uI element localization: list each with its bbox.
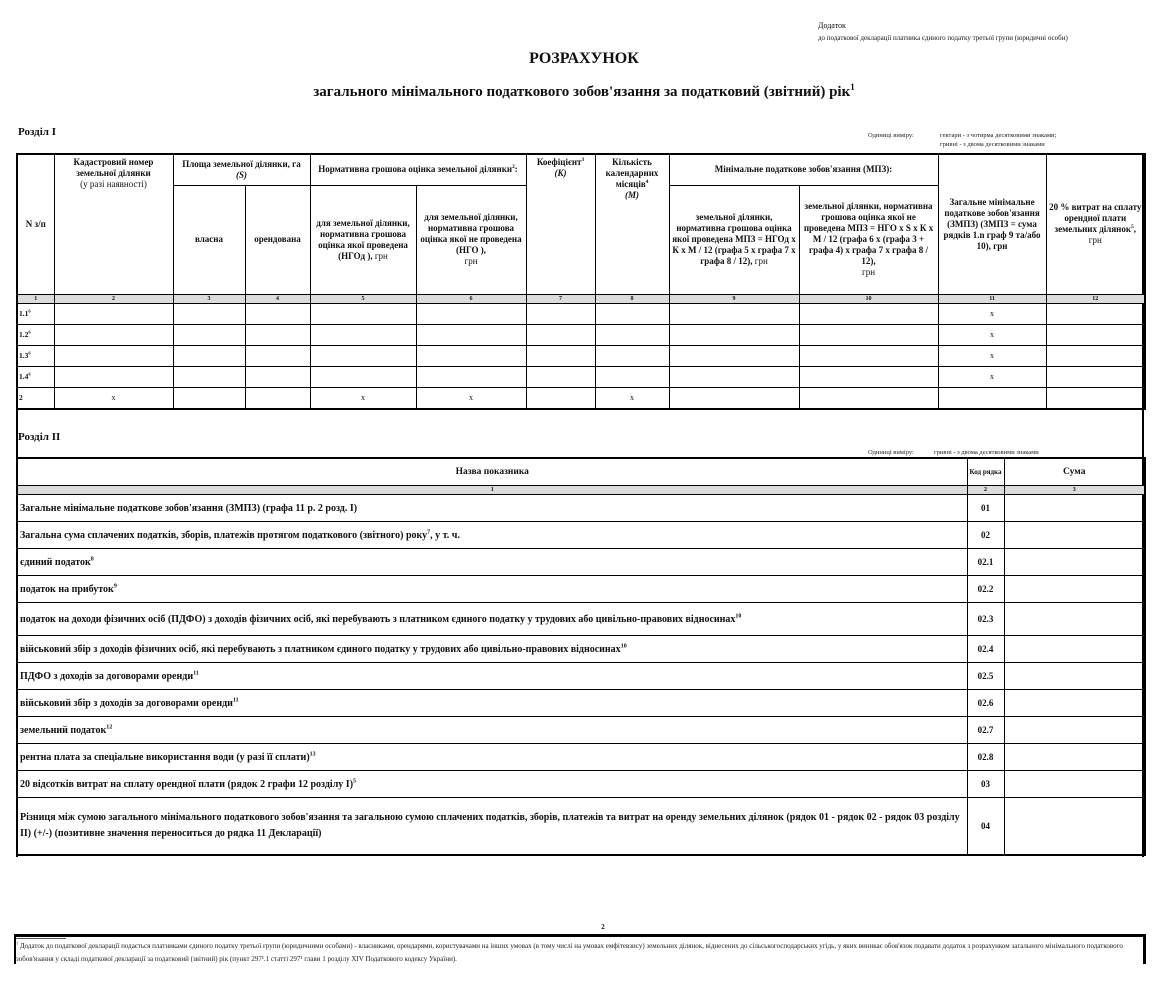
row-number-text: 1.4: [19, 372, 29, 381]
indicator-text: військовий збір з доходів фізичних осіб, які перебувають з платником єдиного податку у трудових або цивільно-правових відносинах: [20, 643, 621, 655]
sum-cell[interactable]: [1004, 717, 1145, 744]
footnote-ref: 3: [581, 157, 585, 163]
units-hryvnia: гривні - з двома десятковими знаками: [940, 141, 1045, 148]
rent-20pct-cell[interactable]: [1046, 366, 1145, 387]
row-number: [17, 345, 54, 366]
units-hryvnia: гривні - з двома десятковими знаками: [934, 449, 1039, 456]
mpz-assessed-cell[interactable]: [669, 366, 799, 387]
table-row: [17, 663, 1145, 690]
footnote-ref: 4: [645, 179, 649, 185]
row-code: 02.4: [967, 636, 1004, 663]
coefficient-cell[interactable]: [526, 345, 595, 366]
header-text: N з/п: [25, 218, 46, 229]
header-unit: грн: [754, 256, 768, 266]
months-cell[interactable]: [595, 324, 669, 345]
sum-cell[interactable]: [1004, 549, 1145, 576]
row-code: 02.6: [967, 690, 1004, 717]
header-text: Площа земельної ділянки, га: [182, 158, 301, 169]
indicator-name: [17, 690, 967, 717]
rent-20pct-cell[interactable]: [1046, 324, 1145, 345]
indicator-text: ПДФО з доходів за договорами оренди: [20, 670, 194, 682]
footnote-ref: 10: [735, 613, 742, 620]
area-owned-cell[interactable]: [173, 366, 245, 387]
footnote-divider: [16, 938, 66, 939]
row-code: 02: [967, 522, 1004, 549]
units-label: Одиниці виміру:: [868, 132, 914, 139]
table-row: [17, 576, 1145, 603]
total-zmpz-cell[interactable]: [938, 387, 1046, 409]
addendum-subtitle: до податкової декларації платника єдиного податку третьої групи (юридичні особи): [818, 34, 1068, 42]
row-number-text: 1.3: [19, 351, 29, 360]
header-unit: грн: [1088, 235, 1102, 246]
section-1-table: [16, 153, 1146, 410]
footnote-ref: 6: [28, 308, 31, 314]
header-symbol: (М): [625, 190, 640, 200]
mpz-assessed-cell[interactable]: [669, 303, 799, 324]
table-row: [17, 549, 1145, 576]
sum-cell[interactable]: [1004, 690, 1145, 717]
ngo-not-assessed-cell[interactable]: [416, 303, 526, 324]
table-row: [17, 345, 1145, 366]
header-text: Нормативна грошова оцінка земельної ділянки: [318, 164, 513, 175]
table-row: [17, 798, 1145, 856]
footnote-ref: 1: [850, 82, 855, 92]
total-zmpz-cell: x: [938, 345, 1046, 366]
header-total-zmpz: [938, 154, 1046, 294]
row-code: 02.1: [967, 549, 1004, 576]
row-number-text: 1.2: [19, 330, 29, 339]
row-code: 01: [967, 495, 1004, 522]
column-number: 9: [669, 294, 799, 303]
ngo-not-assessed-cell[interactable]: [416, 345, 526, 366]
subtitle-text: загального мінімального податкового зобов'язання за податковий (звітний) рік: [313, 84, 851, 100]
header-sum: Сума: [1004, 458, 1145, 486]
header-unit: грн: [374, 250, 388, 261]
coefficient-cell[interactable]: [526, 324, 595, 345]
footnote-ref: 2: [512, 164, 515, 171]
row-number: [17, 324, 54, 345]
rent-20pct-cell[interactable]: [1046, 387, 1145, 409]
cadastral-number-cell[interactable]: [54, 324, 173, 345]
column-number: 2: [967, 486, 1004, 495]
header-text: орендована: [254, 234, 301, 244]
area-owned-cell[interactable]: [173, 387, 245, 409]
footnote-ref: 6: [28, 350, 31, 356]
indicator-text: податок на прибуток: [20, 583, 114, 595]
row-code: 02.2: [967, 576, 1004, 603]
column-number: 2: [54, 294, 173, 303]
months-cell[interactable]: [595, 345, 669, 366]
coefficient-cell[interactable]: [526, 366, 595, 387]
cadastral-number-cell[interactable]: [54, 366, 173, 387]
row-code: 02.8: [967, 744, 1004, 771]
table-row: [17, 324, 1145, 345]
indicator-text: єдиний податок: [20, 556, 91, 568]
indicator-name: [17, 798, 967, 856]
footnote-ref: 6: [28, 329, 31, 335]
header-text: для земельної ділянки, нормативна грошова оцінка якої не проведена (НГО ),: [420, 212, 522, 255]
header-mpz-group: [669, 154, 938, 185]
indicator-text: податок на доходи фізичних осіб (ПДФО) з доходів фізичних осіб, які перебувають з платником єдиного податку у трудових або цивільно-правових відносинах: [20, 613, 736, 625]
coefficient-cell[interactable]: [526, 303, 595, 324]
footnote-ref: 11: [232, 697, 239, 704]
ngo-assessed-cell: x: [310, 387, 416, 409]
indicator-name: [17, 744, 967, 771]
header-unit: грн: [862, 267, 876, 277]
header-note: (у разі наявності): [80, 179, 147, 189]
header-text: власна: [195, 234, 223, 244]
table-row: [17, 522, 1145, 549]
section-1-label: Розділ І: [18, 126, 56, 138]
ngo-assessed-cell[interactable]: [310, 366, 416, 387]
units-hectares: гектари - з чотирма десятковими знаками;: [940, 132, 1057, 139]
footnote-ref: 8: [90, 556, 94, 563]
header-indicator-name: Назва показника: [17, 458, 967, 486]
months-cell: x: [595, 387, 669, 409]
column-number: 6: [416, 294, 526, 303]
area-leased-cell[interactable]: [245, 324, 310, 345]
column-number: 1: [17, 486, 967, 495]
header-text: земельної ділянки, нормативна грошова оцінка якої проведена МПЗ = НГОд x К x М / 12 (графа 5 x графа 7 x графа 8 / 12),: [672, 212, 796, 266]
mpz-not-assessed-cell[interactable]: [799, 387, 938, 409]
column-number: 7: [526, 294, 595, 303]
sum-cell[interactable]: [1004, 636, 1145, 663]
table-row: [17, 603, 1145, 636]
section-2-label: Розділ ІІ: [18, 431, 61, 443]
page-number: 2: [601, 923, 605, 931]
column-number-row: [17, 486, 1145, 495]
table-row: [17, 771, 1145, 798]
column-number: 4: [245, 294, 310, 303]
sum-cell[interactable]: [1004, 798, 1145, 856]
row-number-text: 1.1: [19, 309, 29, 318]
area-owned-cell[interactable]: [173, 324, 245, 345]
footnote-ref: 5: [353, 778, 357, 785]
header-owned: [173, 185, 245, 294]
header-months: [595, 154, 669, 294]
indicator-name: [17, 576, 967, 603]
column-number: 3: [1004, 486, 1145, 495]
sum-cell[interactable]: [1004, 771, 1145, 798]
sum-cell[interactable]: [1004, 603, 1145, 636]
footnote-ref: 11: [193, 670, 199, 677]
ngo-not-assessed-cell[interactable]: [416, 366, 526, 387]
section-2-table: [16, 457, 1146, 856]
document-title: РОЗРАХУНОК: [529, 50, 639, 67]
indicator-text: Загальне мінімальне податкове зобов'язання (ЗМПЗ) (графа 11 р. 2 розд. І): [20, 502, 358, 514]
area-owned-cell[interactable]: [173, 345, 245, 366]
header-ngo-not-assessed: [416, 185, 526, 294]
table-row: [17, 303, 1145, 324]
header-text: Кількість календарних місяців: [605, 157, 659, 189]
footnote-ref: 5: [1131, 224, 1134, 231]
footnote-ref: 6: [28, 371, 31, 377]
mpz-not-assessed-cell[interactable]: [799, 345, 938, 366]
ngo-not-assessed-cell[interactable]: [416, 324, 526, 345]
header-text: Кадастровий номер земельної ділянки: [73, 157, 154, 178]
header-text: Загальне мінімальне податкове зобов'язання (ЗМПЗ) (ЗМПЗ = сума рядків 1.n граф 9 та/або 10), грн: [943, 196, 1041, 251]
footnote-ref: 7: [427, 529, 431, 536]
column-number: 8: [595, 294, 669, 303]
indicator-name: [17, 603, 967, 636]
mpz-assessed-cell[interactable]: [669, 324, 799, 345]
ngo-assessed-cell[interactable]: [310, 303, 416, 324]
area-leased-cell[interactable]: [245, 345, 310, 366]
footnote-marker: 1: [16, 940, 19, 946]
row-code: 04: [967, 798, 1004, 856]
row-number: [17, 387, 54, 409]
header-text: Мінімальне податкове зобов'язання (МПЗ):: [714, 164, 893, 175]
table-row: [17, 366, 1145, 387]
column-number: 5: [310, 294, 416, 303]
area-owned-cell[interactable]: [173, 303, 245, 324]
units-label: Одиниці виміру:: [868, 449, 914, 456]
header-text: для земельної ділянки, нормативна грошова оцінка якої проведена (НГОд ),: [316, 217, 410, 261]
header-mpz-not-assessed: [799, 185, 938, 294]
indicator-name: [17, 495, 967, 522]
column-number-row: [17, 294, 1145, 303]
document-subtitle: [0, 84, 1168, 101]
area-leased-cell[interactable]: [245, 387, 310, 409]
row-code: 03: [967, 771, 1004, 798]
footnote-ref: 12: [106, 724, 113, 731]
row-code: 02.5: [967, 663, 1004, 690]
indicator-name: [17, 636, 967, 663]
header-coefficient: [526, 154, 595, 294]
footnote: [16, 940, 1146, 966]
indicator-text: рентна плата за спеціальне використання води (у разі її сплати): [20, 751, 310, 763]
mpz-not-assessed-cell[interactable]: [799, 324, 938, 345]
indicator-name: [17, 771, 967, 798]
cadastral-number-cell[interactable]: [54, 345, 173, 366]
sum-cell[interactable]: [1004, 522, 1145, 549]
cadastral-number-cell: x: [54, 387, 173, 409]
row-code: 02.3: [967, 603, 1004, 636]
indicator-text: Загальна сума сплачених податків, зборів, платежів протягом податкового (звітного) року: [20, 529, 428, 541]
table-row: [17, 690, 1145, 717]
header-row-code: Код рядка: [967, 458, 1004, 486]
table-row-total: [17, 387, 1145, 409]
header-symbol: (К): [554, 168, 567, 178]
table-row: [17, 495, 1145, 522]
sum-cell[interactable]: [1004, 576, 1145, 603]
mpz-not-assessed-cell[interactable]: [799, 366, 938, 387]
indicator-text: земельний податок: [20, 724, 107, 736]
row-number-text: 2: [19, 393, 23, 402]
ngo-assessed-cell[interactable]: [310, 345, 416, 366]
header-symbol: (S): [236, 169, 247, 180]
column-number: 1: [17, 294, 54, 303]
column-number: 12: [1046, 294, 1145, 303]
header-rent-20pct: 20 % витрат на сплату орендної плати земельних ділянок$^5$, грн: [1046, 154, 1145, 294]
indicator-name: [17, 522, 967, 549]
rent-20pct-cell[interactable]: [1046, 303, 1145, 324]
ngo-assessed-cell[interactable]: [310, 324, 416, 345]
mpz-assessed-cell[interactable]: [669, 387, 799, 409]
table-row: [17, 717, 1145, 744]
total-zmpz-cell: x: [938, 324, 1046, 345]
months-cell[interactable]: [595, 303, 669, 324]
column-number: 11: [938, 294, 1046, 303]
sum-cell[interactable]: [1004, 495, 1145, 522]
area-leased-cell[interactable]: [245, 366, 310, 387]
area-leased-cell[interactable]: [245, 303, 310, 324]
footnote-ref: 13: [309, 751, 316, 758]
row-number: [17, 303, 54, 324]
row-number: [17, 366, 54, 387]
mpz-not-assessed-cell[interactable]: [799, 303, 938, 324]
header-area-group: [173, 154, 310, 185]
sum-cell[interactable]: [1004, 744, 1145, 771]
indicator-text: військовий збір з доходів за договорами оренди: [20, 697, 233, 709]
header-text: земельної ділянки, нормативна грошова оцінка якої не проведена МПЗ = НГО x S x К x М / 12 (графа 6 x (графа 3 + графа 4) x графа 7 x графа 8 / 12),: [803, 201, 934, 266]
table-row: [17, 636, 1145, 663]
ngo-not-assessed-cell: x: [416, 387, 526, 409]
months-cell[interactable]: [595, 366, 669, 387]
row-code: 02.7: [967, 717, 1004, 744]
rent-20pct-cell[interactable]: [1046, 345, 1145, 366]
column-number: 3: [173, 294, 245, 303]
total-zmpz-cell: x: [938, 366, 1046, 387]
table-row: [17, 744, 1145, 771]
header-ngo-group: Нормативна грошова оцінка земельної ділянки$^2$:: [310, 154, 526, 185]
indicator-name: [17, 663, 967, 690]
coefficient-cell[interactable]: [526, 387, 595, 409]
mpz-assessed-cell[interactable]: [669, 345, 799, 366]
header-mpz-assessed: [669, 185, 799, 294]
indicator-name: [17, 549, 967, 576]
indicator-tail: , у т. ч.: [430, 529, 460, 541]
footnote-ref: 9: [113, 583, 117, 590]
header-text: Коефіцієнт: [536, 157, 582, 167]
addendum-note: [818, 20, 1068, 44]
header-text: 20 % витрат на сплату орендної плати земельних ділянок: [1049, 202, 1142, 235]
header-ngo-assessed: [310, 185, 416, 294]
total-zmpz-cell: x: [938, 303, 1046, 324]
addendum-title: Додаток: [818, 21, 846, 30]
header-unit: грн: [464, 256, 478, 266]
header-leased: [245, 185, 310, 294]
column-number: 10: [799, 294, 938, 303]
header-cadastral-number: [54, 154, 173, 294]
units-values: [940, 131, 1056, 149]
sum-cell[interactable]: [1004, 663, 1145, 690]
indicator-name: [17, 717, 967, 744]
header-row-number: [17, 154, 54, 294]
footnote-text: Додаток до податкової декларації подається платниками єдиного податку третьої групи (юридичними особами) - власниками, орендарями, користувачами на інших умовах (в тому числі на умовах емфітевзису) земельних ділянок, віднесених до сільськогосподарських угідь, у яких виникає обов'язок подавати додаток з розрахунком загального мінімального податкового зобов'язання у складі податкової декларації за податковий (звітний) рік (пункт 297¹.1 статті 297¹ глави 1 розділу XIV Податкового кодексу України).: [16, 942, 1123, 963]
indicator-text: 20 відсотків витрат на сплату орендної плати (рядок 2 графи 12 розділу І): [20, 778, 354, 790]
section-1-units: [868, 131, 1148, 151]
footnote-ref: 10: [620, 643, 627, 650]
cadastral-number-cell[interactable]: [54, 303, 173, 324]
indicator-text: Різниця між сумою загального мінімального податкового зобов'язання та загальною сумою сплачених податків, зборів, платежів та витрат на оренду земельних ділянок (рядок 01 - рядок 02 - рядок 03 розділу ІІ) (+/-) (позитивне значення переноситься до рядка 11 Декларації): [20, 812, 960, 839]
